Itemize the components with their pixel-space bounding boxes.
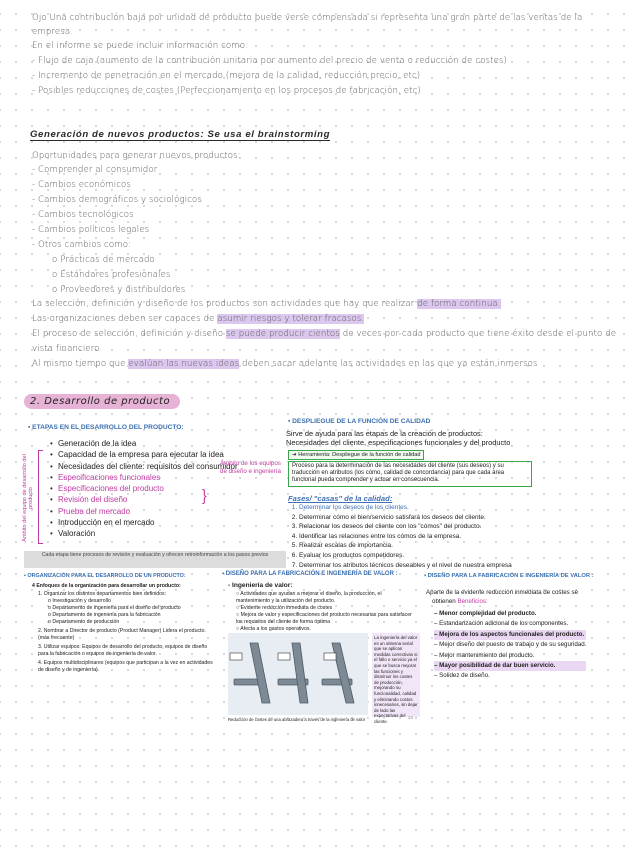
- list-item: • Capacidad de la empresa para ejecutar la idea: [58, 449, 238, 460]
- benefits-slide: [424, 573, 624, 723]
- list-item: 2. Nombrar a Director de producto (Product Manager) Lidera el producto. (más frecuente): [38, 628, 206, 641]
- list-item: - Cambios tecnológicos: [32, 210, 134, 220]
- list-item: 3. Utilizar equipos: Equipos de desarrollo del producto, equipos de diseño para la fabricación o equipos de ingeniería de valor.: [38, 644, 208, 657]
- list-item: o Proveedores y distribuidores: [52, 285, 186, 295]
- arrow-icon: ➜: [292, 452, 299, 458]
- list-item: – Estandarización adicional de los componentes.: [434, 620, 569, 628]
- page-number: 24: [408, 715, 414, 720]
- list-item: o Prácticas de mercado: [52, 255, 155, 265]
- brace-icon: }: [202, 486, 207, 504]
- value-eng-sub: - Ingeniería de valor:: [228, 582, 293, 589]
- list-item: 7. Determinar los atributos técnicos deseables y el nivel de nuestra empresa: [299, 561, 512, 571]
- intro-line: - Posibles reducciones de costes (Perfeccionamiento en los procesos de fabricación, etc): [32, 86, 421, 96]
- list-item: ○ Mejora de valor y especificaciones del producto necesarias para satisfacer los requisitos del cliente de forma óptima: [236, 612, 412, 625]
- para-line: Al mismo tiempo que evalúan las nuevas ideas deben sacar adelante las actividades en las que ya están inmersos: [32, 359, 538, 369]
- brace-label: Ámbito de los equipos de diseño e ingeniería: [220, 460, 281, 475]
- list-item: - Cambios políticos legales: [32, 225, 150, 235]
- list-item: o Investigación y desarrollo: [48, 598, 111, 604]
- benefits-list: [434, 609, 586, 682]
- phases-title: Fases/ "casas" de la calidad:: [288, 494, 393, 503]
- list-item: • Prueba del mercado: [58, 506, 238, 517]
- list-item: • Generación de la idea: [58, 438, 238, 449]
- list-item: 2. Determinar cómo el bien/servicio satisfará los deseos del cliente.: [299, 513, 512, 523]
- list-item: 1. Organizar los distintos departamentos bien definidos:: [38, 591, 167, 597]
- benefits-intro: Aparte de la evidente reducción inmediata de costes se obtienen Beneficios:: [426, 589, 579, 605]
- list-item: - Comprender al consumidor: [32, 165, 158, 175]
- value-eng-list: [236, 591, 416, 633]
- figure-caption: Reducción de costes de una abrazadera a través de la ingeniería de valor: [228, 717, 366, 722]
- bullet-icon: ▪: [222, 571, 226, 577]
- intro-line: - Flujo de caja (aumento de la contribución unitaria por aumento del precio de venta o reducción de costes): [32, 56, 508, 66]
- list-item: – Solidez de diseño.: [434, 672, 490, 680]
- list-item: • Revisión del diseño: [58, 494, 238, 505]
- circle-icon: ○: [236, 626, 241, 632]
- benefits-title: ▪ DISEÑO PARA LA FABRICACIÓN E INGENIERÍA DE VALOR :: [424, 573, 594, 579]
- list-item: – Menor complejidad del producto.: [434, 610, 537, 617]
- list-item: o Departamento de ingeniería para la fabricación: [48, 612, 161, 618]
- list-item: ○ Actividades que ayudan a mejorar el diseño, la producción, el mantenimiento y la utilización del producto.: [236, 591, 382, 604]
- qfd-line1: Sirve de ayuda para las etapas de la creación de productos:: [286, 429, 483, 438]
- bullet-icon: ▪: [424, 573, 428, 579]
- list-item: 6. Evaluar los productos competidores.: [299, 551, 512, 561]
- section-2-heading: 2. Desarrollo de producto: [24, 394, 180, 409]
- stages-title: ▪ ETAPAS EN EL DESARROLLO DEL PRODUCTO:: [28, 424, 184, 431]
- list-item: – Mayor posibilidad de dar buen servicio.: [434, 661, 586, 671]
- org-sub: 4 Enfoques de la organización para desarrollar un producto:: [32, 583, 181, 589]
- stages-footer: Cada etapa tiene procesos de revisión y evaluación y ofrecen retroinformación a los pasos previos: [24, 551, 286, 568]
- list-item: 4. Identificar las relaciones entre los cómos de la empresa.: [299, 532, 512, 542]
- intro-line: En el informe se puede incluir información como:: [32, 41, 249, 51]
- list-item: • Valoración: [58, 528, 238, 539]
- phases-list: [288, 503, 512, 570]
- list-item: – Mejor diseño del puesto de trabajo y de su seguridad.: [434, 641, 587, 649]
- bullet-icon: ▪: [288, 418, 293, 425]
- list-item: - Otros cambios como:: [32, 240, 132, 250]
- bullet-icon: ▪: [28, 424, 33, 431]
- para-line: vista financiero.: [32, 344, 103, 354]
- list-item: • Introducción en el mercado: [58, 517, 238, 528]
- list-item: 4. Equipos multidisciplinares (equipos que participan a la vez en actividades de diseño y de ingeniería).: [38, 660, 213, 673]
- bullet-icon: -: [228, 582, 233, 589]
- list-item: o Departamento de ingeniería para el diseño del producto: [48, 605, 181, 611]
- qfd-slide: [284, 414, 532, 572]
- para-line: La selección, definición y diseño de los productos son actividades que hay que realizar de forma continua.: [32, 299, 501, 309]
- list-item: - Cambios demográficos y sociológicos: [32, 195, 202, 205]
- intro-line: - Incremento de penetración en el mercado (mejora de la calidad, reducción precio, etc): [32, 71, 421, 81]
- list-item: • Necesidades del cliente: requisitos del consumidor: [58, 461, 238, 472]
- circle-icon: ○: [236, 591, 241, 597]
- side-label: Ámbito del equipo de desarrollo del producto: [22, 454, 34, 542]
- qfd-title: ▪ DESPLIEGUE DE LA FUNCIÓN DE CALIDAD: [288, 418, 431, 425]
- qfd-line2: Necesidades del cliente, especificaciones funcionales y del producto: [286, 438, 511, 447]
- clamp-icon: [228, 633, 368, 715]
- list-item: - Cambios económicos: [32, 180, 131, 190]
- list-item: ○ Afecta a los gastos operativos.: [236, 626, 311, 632]
- clamp-illustration: [228, 633, 368, 715]
- tool-label: ➜ Herramienta: Despliegue de la función de calidad: [288, 450, 424, 460]
- org-title: ▪ ORGANIZACIÓN PARA EL DESARROLLO DE UN PRODUCTO:: [24, 573, 186, 579]
- org-slide: [24, 573, 222, 723]
- list-item: 1. Determinar los deseos de los clientes.: [299, 503, 512, 513]
- generation-heading: Generación de nuevos productos: Se usa el brainstorming: [30, 129, 331, 140]
- list-item: 5. Realizar escalas de importancia.: [299, 541, 512, 551]
- intro-line: empresa.: [32, 27, 74, 37]
- intro-line: Ojo Una contribución baja por unidad de producto puede verse compensada si representa una gran parte de las ventas de la: [32, 13, 583, 23]
- list-item: • Especificaciones del producto: [58, 483, 238, 494]
- list-item: – Mejor mantenimiento del producto.: [434, 651, 535, 659]
- list-item: – Mejora de los aspectos funcionales del producto.: [434, 630, 586, 640]
- list-item: ○ Evidente reducción inmediata de costes: [236, 605, 333, 611]
- org-list: [38, 591, 218, 674]
- para-line: El proceso de selección, definición y diseño se puede producir cientos de veces por cada producto que tiene éxito desde el punto de: [32, 329, 617, 339]
- para-line: Las organizaciones deben ser capaces de asumir riesgos y tolerar fracasos.: [32, 314, 365, 324]
- stages-list: [48, 438, 238, 540]
- value-eng-slide: [222, 571, 420, 727]
- tool-text: Proceso para la determinación de las necesidades del cliente (sus deseos) y su traducción en atributos (los cómo, calidad de concordancia) para que cada área funcional pueda comprender y actuar en consecuencia.: [288, 461, 532, 487]
- bracket: [38, 450, 43, 544]
- list-item: o Estándares profesionales: [52, 270, 171, 280]
- stages-slide: [24, 420, 286, 565]
- side-note: La ingeniería del valor es un sistema serial que se aplican medidas correctivas si el fallo o servicio ya el que se busca mejorar las funciones y disminuir los costes de producción, mejorando su funcionalidad, calidad y eliminando costos innecesarios, sin dejar de lado las expectativas del cliente.: [372, 633, 420, 717]
- circle-icon: ○: [236, 612, 241, 618]
- list-item: 3. Relacionar los deseos del cliente con los "cómos" del producto.: [299, 522, 512, 532]
- value-eng-title: ▪ DISEÑO PARA LA FABRICACIÓN E INGENIERÍA DE VALOR :: [222, 571, 398, 577]
- bullet-icon: ▪: [24, 573, 28, 579]
- list-item: Oportunidades para generar nuevos productos:: [32, 151, 241, 161]
- list-item: o Departamento de producción: [48, 619, 120, 625]
- list-item: • Especificaciones funcionales: [58, 472, 238, 483]
- qfd-tool: [288, 450, 532, 487]
- circle-icon: ○: [236, 605, 241, 611]
